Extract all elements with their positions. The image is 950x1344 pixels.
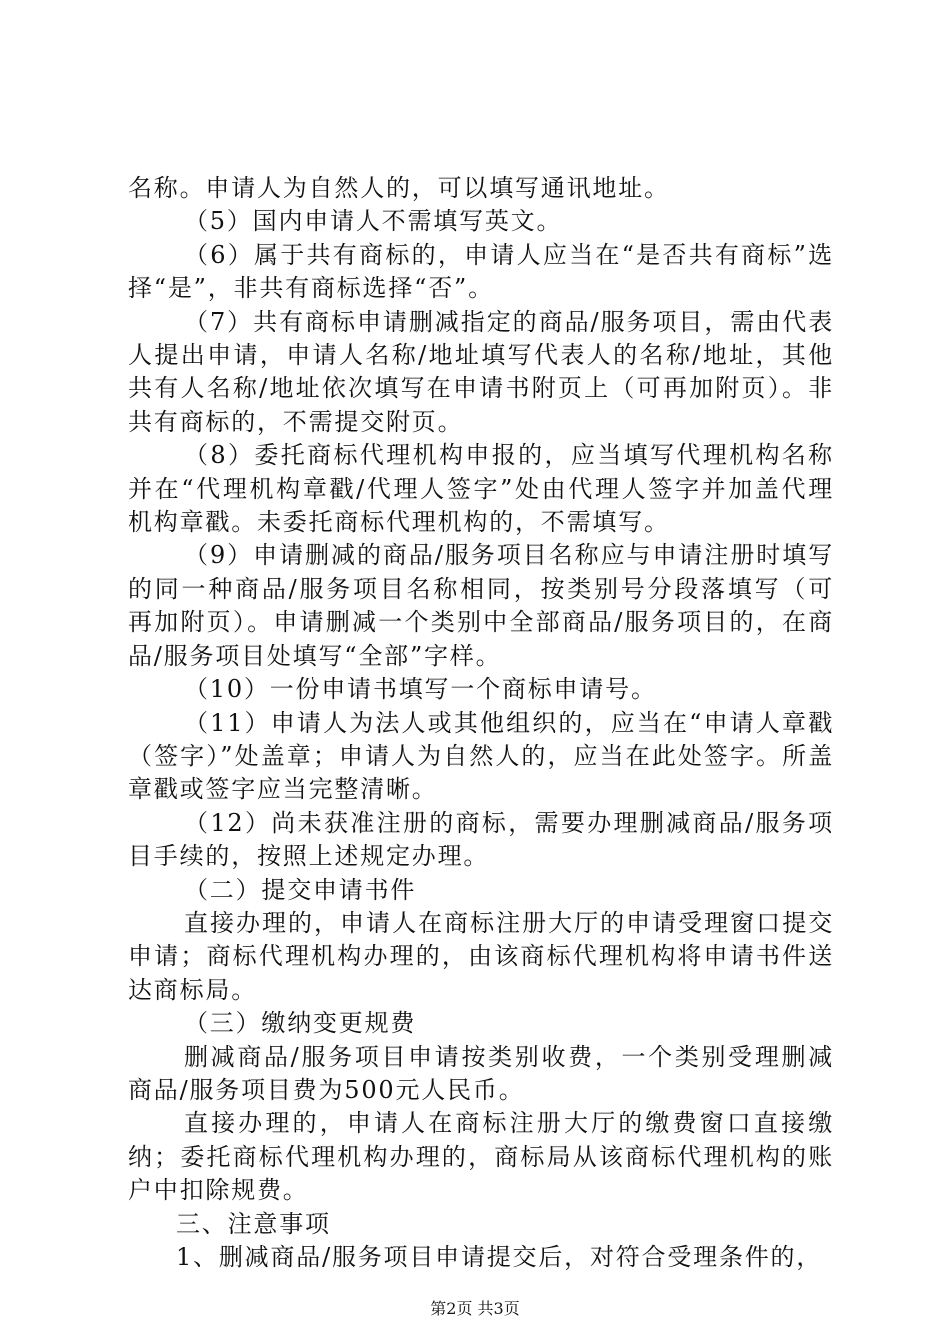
section-heading-fees: （三）缴纳变更规费: [184, 1009, 417, 1038]
paragraph-submit: 直接办理的，申请人在商标注册大厅的申请受理窗口提交申请；商标代理机构办理的，由该商标代理机构将申请书件送达商标局。: [128, 908, 834, 1004]
paragraph-fee-payment: 直接办理的，申请人在商标注册大厅的缴费窗口直接缴纳；委托商标代理机构办理的，商标局从该商标代理机构的账户中扣除规费。: [128, 1109, 834, 1205]
paragraph-item-11: （11）申请人为法人或其他组织的，应当在“申请人章戳（签字）”处盖章；申请人为自然人的，应当在此处签字。所盖章戳或签字应当完整清晰。: [128, 708, 834, 804]
paragraph-item-8: （8）委托商标代理机构申报的，应当填写代理机构名称并在“代理机构章戳/代理人签字”处由代理人签字并加盖代理机构章戳。未委托商标代理机构的，不需填写。: [128, 441, 834, 537]
section-heading-notes: 三、注意事项: [176, 1209, 331, 1238]
paragraph-note-1: 1、删减商品/服务项目申请提交后，对符合受理条件的，: [176, 1243, 823, 1271]
paragraph-item-10: （10）一份申请书填写一个商标申请号。: [184, 675, 657, 704]
paragraph-item-12: （12）尚未获准注册的商标，需要办理删减商品/服务项目手续的，按照上述规定办理。: [128, 808, 834, 871]
document-body: [128, 172, 834, 1274]
paragraph-item-9: （9）申请删减的商品/服务项目名称应与申请注册时填写的同一种商品/服务项目名称相同，按类别号分段落填写（可再加附页）。申请删减一个类别中全部商品/服务项目的，在商品/服务项目处填写“全部”字样。: [128, 541, 834, 670]
paragraph-item-5: （5）国内申请人不需填写英文。: [184, 207, 563, 236]
section-heading-submit: （二）提交申请书件: [184, 875, 417, 904]
paragraph-item-7: （7）共有商标申请删减指定的商品/服务项目，需由代表人提出申请，申请人名称/地址填写代表人的名称/地址，其他共有人名称/地址依次填写在申请书附页上（可再加附页）。非共有商标的，不需提交附页。: [128, 307, 834, 436]
paragraph-continuation: 名称。申请人为自然人的，可以填写通讯地址。: [128, 174, 670, 202]
paragraph-item-6: （6）属于共有商标的，申请人应当在“是否共有商标”选择“是”，非共有商标选择“否”。: [128, 240, 834, 303]
paragraph-fee-amount: 删减商品/服务项目申请按类别收费，一个类别受理删减商品/服务项目费为500元人民币。: [128, 1042, 834, 1104]
page-footer: 第2页 共3页: [430, 1299, 520, 1318]
